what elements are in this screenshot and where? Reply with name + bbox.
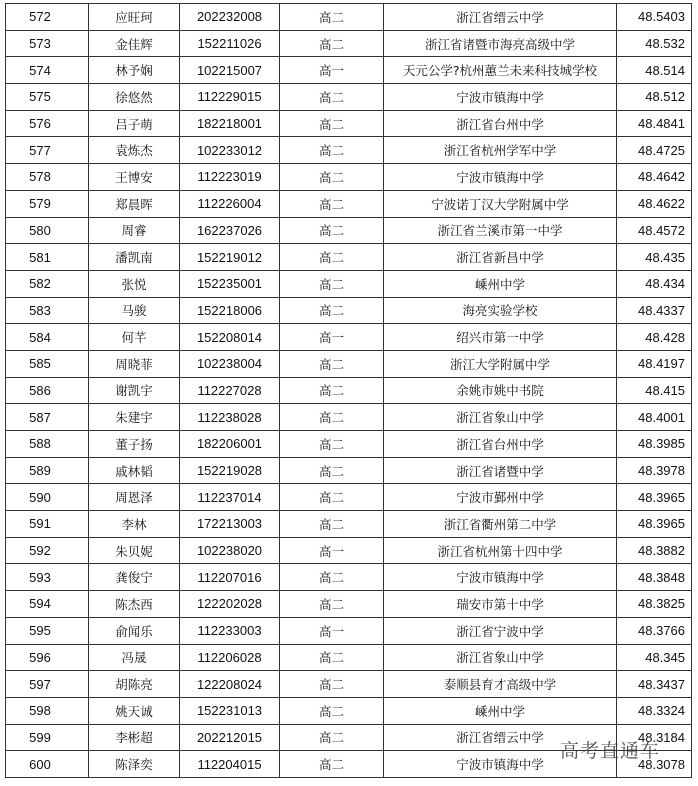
table-row	[6, 404, 692, 431]
score-cell: 48.3985	[617, 431, 692, 458]
name-cell: 胡陈亮	[89, 671, 180, 698]
id-cell: 102215007	[180, 57, 280, 84]
school-cell: 浙江省兰溪市第一中学	[384, 217, 617, 244]
id-cell: 112204015	[180, 751, 280, 778]
school-cell: 浙江省象山中学	[384, 644, 617, 671]
name-cell: 龚俊宁	[89, 564, 180, 591]
table-row	[6, 537, 692, 564]
table-row	[6, 431, 692, 458]
score-cell: 48.3978	[617, 457, 692, 484]
grade-cell: 高二	[280, 697, 384, 724]
id-cell: 112226004	[180, 190, 280, 217]
score-cell: 48.3766	[617, 617, 692, 644]
rank-cell: 593	[6, 564, 89, 591]
school-cell: 嵊州中学	[384, 270, 617, 297]
school-cell: 宁波市镇海中学	[384, 84, 617, 111]
table-row	[6, 4, 692, 31]
score-cell: 48.428	[617, 324, 692, 351]
name-cell: 董子扬	[89, 431, 180, 458]
id-cell: 112233003	[180, 617, 280, 644]
table-row	[6, 270, 692, 297]
school-cell: 海亮实验学校	[384, 297, 617, 324]
score-cell: 48.3324	[617, 697, 692, 724]
table-row	[6, 377, 692, 404]
name-cell: 李彬超	[89, 724, 180, 751]
school-cell: 宁波诺丁汉大学附属中学	[384, 190, 617, 217]
grade-cell: 高二	[280, 137, 384, 164]
grade-cell: 高二	[280, 431, 384, 458]
table-row	[6, 84, 692, 111]
rank-cell: 578	[6, 164, 89, 191]
school-cell: 浙江省新昌中学	[384, 244, 617, 271]
grade-cell: 高二	[280, 297, 384, 324]
rank-cell: 595	[6, 617, 89, 644]
grade-cell: 高二	[280, 377, 384, 404]
name-cell: 戚林韬	[89, 457, 180, 484]
rank-cell: 584	[6, 324, 89, 351]
grade-cell: 高二	[280, 190, 384, 217]
grade-cell: 高二	[280, 110, 384, 137]
school-cell: 浙江省台州中学	[384, 431, 617, 458]
name-cell: 潘凯南	[89, 244, 180, 271]
rank-cell: 577	[6, 137, 89, 164]
grade-cell: 高二	[280, 644, 384, 671]
name-cell: 应旺珂	[89, 4, 180, 31]
score-cell: 48.4572	[617, 217, 692, 244]
name-cell: 俞闻乐	[89, 617, 180, 644]
grade-cell: 高二	[280, 164, 384, 191]
school-cell: 浙江省缙云中学	[384, 4, 617, 31]
score-cell: 48.512	[617, 84, 692, 111]
rank-cell: 597	[6, 671, 89, 698]
name-cell: 袁炼杰	[89, 137, 180, 164]
name-cell: 张悦	[89, 270, 180, 297]
rank-cell: 591	[6, 511, 89, 538]
id-cell: 202232008	[180, 4, 280, 31]
ranking-table	[5, 3, 692, 778]
name-cell: 周睿	[89, 217, 180, 244]
school-cell: 宁波市鄞州中学	[384, 484, 617, 511]
school-cell: 浙江省杭州学军中学	[384, 137, 617, 164]
score-cell: 48.4197	[617, 350, 692, 377]
id-cell: 102233012	[180, 137, 280, 164]
school-cell: 瑞安市第十中学	[384, 591, 617, 618]
rank-cell: 581	[6, 244, 89, 271]
score-cell: 48.4725	[617, 137, 692, 164]
rank-cell: 573	[6, 30, 89, 57]
name-cell: 姚天诚	[89, 697, 180, 724]
table-row	[6, 591, 692, 618]
school-cell: 浙江省杭州第十四中学	[384, 537, 617, 564]
rank-cell: 580	[6, 217, 89, 244]
score-cell: 48.345	[617, 644, 692, 671]
grade-cell: 高二	[280, 671, 384, 698]
score-cell: 48.3965	[617, 484, 692, 511]
table-row	[6, 244, 692, 271]
score-cell: 48.3437	[617, 671, 692, 698]
table-row	[6, 644, 692, 671]
id-cell: 112227028	[180, 377, 280, 404]
id-cell: 152235001	[180, 270, 280, 297]
id-cell: 152208014	[180, 324, 280, 351]
table-row	[6, 350, 692, 377]
name-cell: 何芊	[89, 324, 180, 351]
rank-cell: 579	[6, 190, 89, 217]
name-cell: 郑晨晖	[89, 190, 180, 217]
school-cell: 嵊州中学	[384, 697, 617, 724]
rank-cell: 586	[6, 377, 89, 404]
school-cell: 宁波市镇海中学	[384, 564, 617, 591]
grade-cell: 高二	[280, 84, 384, 111]
score-cell: 48.4622	[617, 190, 692, 217]
id-cell: 152231013	[180, 697, 280, 724]
id-cell: 102238020	[180, 537, 280, 564]
id-cell: 152219028	[180, 457, 280, 484]
table-row	[6, 57, 692, 84]
name-cell: 李林	[89, 511, 180, 538]
table-row	[6, 190, 692, 217]
score-cell: 48.3882	[617, 537, 692, 564]
rank-cell: 587	[6, 404, 89, 431]
school-cell: 泰顺县育才高级中学	[384, 671, 617, 698]
score-cell: 48.434	[617, 270, 692, 297]
table-row	[6, 324, 692, 351]
score-cell: 48.3078	[617, 751, 692, 778]
table-row	[6, 484, 692, 511]
school-cell: 浙江省衢州第二中学	[384, 511, 617, 538]
score-cell: 48.4337	[617, 297, 692, 324]
table-row	[6, 671, 692, 698]
table-row	[6, 30, 692, 57]
ranking-table-body	[6, 4, 692, 778]
table-row	[6, 164, 692, 191]
grade-cell: 高一	[280, 617, 384, 644]
rank-cell: 598	[6, 697, 89, 724]
grade-cell: 高二	[280, 270, 384, 297]
grade-cell: 高二	[280, 564, 384, 591]
grade-cell: 高二	[280, 4, 384, 31]
rank-cell: 576	[6, 110, 89, 137]
school-cell: 宁波市镇海中学	[384, 164, 617, 191]
id-cell: 152211026	[180, 30, 280, 57]
school-cell: 余姚市姚中书院	[384, 377, 617, 404]
table-row	[6, 297, 692, 324]
table-row	[6, 217, 692, 244]
id-cell: 112207016	[180, 564, 280, 591]
table-row	[6, 564, 692, 591]
id-cell: 112206028	[180, 644, 280, 671]
id-cell: 202212015	[180, 724, 280, 751]
score-cell: 48.3848	[617, 564, 692, 591]
grade-cell: 高二	[280, 404, 384, 431]
rank-cell: 594	[6, 591, 89, 618]
name-cell: 陈泽奕	[89, 751, 180, 778]
name-cell: 陈杰西	[89, 591, 180, 618]
score-cell: 48.3184	[617, 724, 692, 751]
rank-cell: 585	[6, 350, 89, 377]
rank-cell: 599	[6, 724, 89, 751]
grade-cell: 高二	[280, 511, 384, 538]
school-cell: 天元公学?杭州蕙兰未来科技城学校	[384, 57, 617, 84]
id-cell: 112223019	[180, 164, 280, 191]
rank-cell: 574	[6, 57, 89, 84]
school-cell: 宁波市镇海中学	[384, 751, 617, 778]
grade-cell: 高二	[280, 217, 384, 244]
table-row	[6, 137, 692, 164]
name-cell: 王博安	[89, 164, 180, 191]
score-cell: 48.5403	[617, 4, 692, 31]
rank-cell: 583	[6, 297, 89, 324]
grade-cell: 高二	[280, 350, 384, 377]
grade-cell: 高二	[280, 591, 384, 618]
id-cell: 122208024	[180, 671, 280, 698]
score-cell: 48.4001	[617, 404, 692, 431]
rank-cell: 589	[6, 457, 89, 484]
watermark-text: 高考直通车	[560, 740, 661, 762]
score-cell: 48.3825	[617, 591, 692, 618]
id-cell: 182218001	[180, 110, 280, 137]
score-cell: 48.415	[617, 377, 692, 404]
school-cell: 浙江省缙云中学	[384, 724, 617, 751]
rank-cell: 582	[6, 270, 89, 297]
rank-cell: 590	[6, 484, 89, 511]
score-cell: 48.3965	[617, 511, 692, 538]
name-cell: 谢凯宇	[89, 377, 180, 404]
rank-cell: 588	[6, 431, 89, 458]
table-row	[6, 110, 692, 137]
school-cell: 浙江大学附属中学	[384, 350, 617, 377]
id-cell: 172213003	[180, 511, 280, 538]
id-cell: 152218006	[180, 297, 280, 324]
name-cell: 朱建宇	[89, 404, 180, 431]
name-cell: 金佳辉	[89, 30, 180, 57]
id-cell: 182206001	[180, 431, 280, 458]
rank-cell: 575	[6, 84, 89, 111]
id-cell: 112229015	[180, 84, 280, 111]
name-cell: 周晓菲	[89, 350, 180, 377]
table-row	[6, 511, 692, 538]
rank-cell: 572	[6, 4, 89, 31]
grade-cell: 高二	[280, 244, 384, 271]
name-cell: 朱贝妮	[89, 537, 180, 564]
school-cell: 浙江省诸暨中学	[384, 457, 617, 484]
school-cell: 浙江省象山中学	[384, 404, 617, 431]
id-cell: 112238028	[180, 404, 280, 431]
name-cell: 马骏	[89, 297, 180, 324]
score-cell: 48.4841	[617, 110, 692, 137]
score-cell: 48.4642	[617, 164, 692, 191]
grade-cell: 高二	[280, 30, 384, 57]
name-cell: 冯晟	[89, 644, 180, 671]
name-cell: 吕子萌	[89, 110, 180, 137]
grade-cell: 高一	[280, 537, 384, 564]
school-cell: 浙江省台州中学	[384, 110, 617, 137]
score-cell: 48.435	[617, 244, 692, 271]
rank-cell: 596	[6, 644, 89, 671]
table-row	[6, 457, 692, 484]
name-cell: 徐悠然	[89, 84, 180, 111]
school-cell: 浙江省诸暨市海亮高级中学	[384, 30, 617, 57]
id-cell: 162237026	[180, 217, 280, 244]
grade-cell: 高二	[280, 751, 384, 778]
rank-cell: 600	[6, 751, 89, 778]
id-cell: 152219012	[180, 244, 280, 271]
score-cell: 48.532	[617, 30, 692, 57]
table-row	[6, 617, 692, 644]
school-cell: 绍兴市第一中学	[384, 324, 617, 351]
id-cell: 102238004	[180, 350, 280, 377]
id-cell: 122202028	[180, 591, 280, 618]
score-cell: 48.514	[617, 57, 692, 84]
name-cell: 林予娴	[89, 57, 180, 84]
grade-cell: 高二	[280, 484, 384, 511]
name-cell: 周恩泽	[89, 484, 180, 511]
id-cell: 112237014	[180, 484, 280, 511]
grade-cell: 高二	[280, 457, 384, 484]
grade-cell: 高一	[280, 324, 384, 351]
school-cell: 浙江省宁波中学	[384, 617, 617, 644]
grade-cell: 高一	[280, 57, 384, 84]
grade-cell: 高二	[280, 724, 384, 751]
rank-cell: 592	[6, 537, 89, 564]
table-row	[6, 697, 692, 724]
